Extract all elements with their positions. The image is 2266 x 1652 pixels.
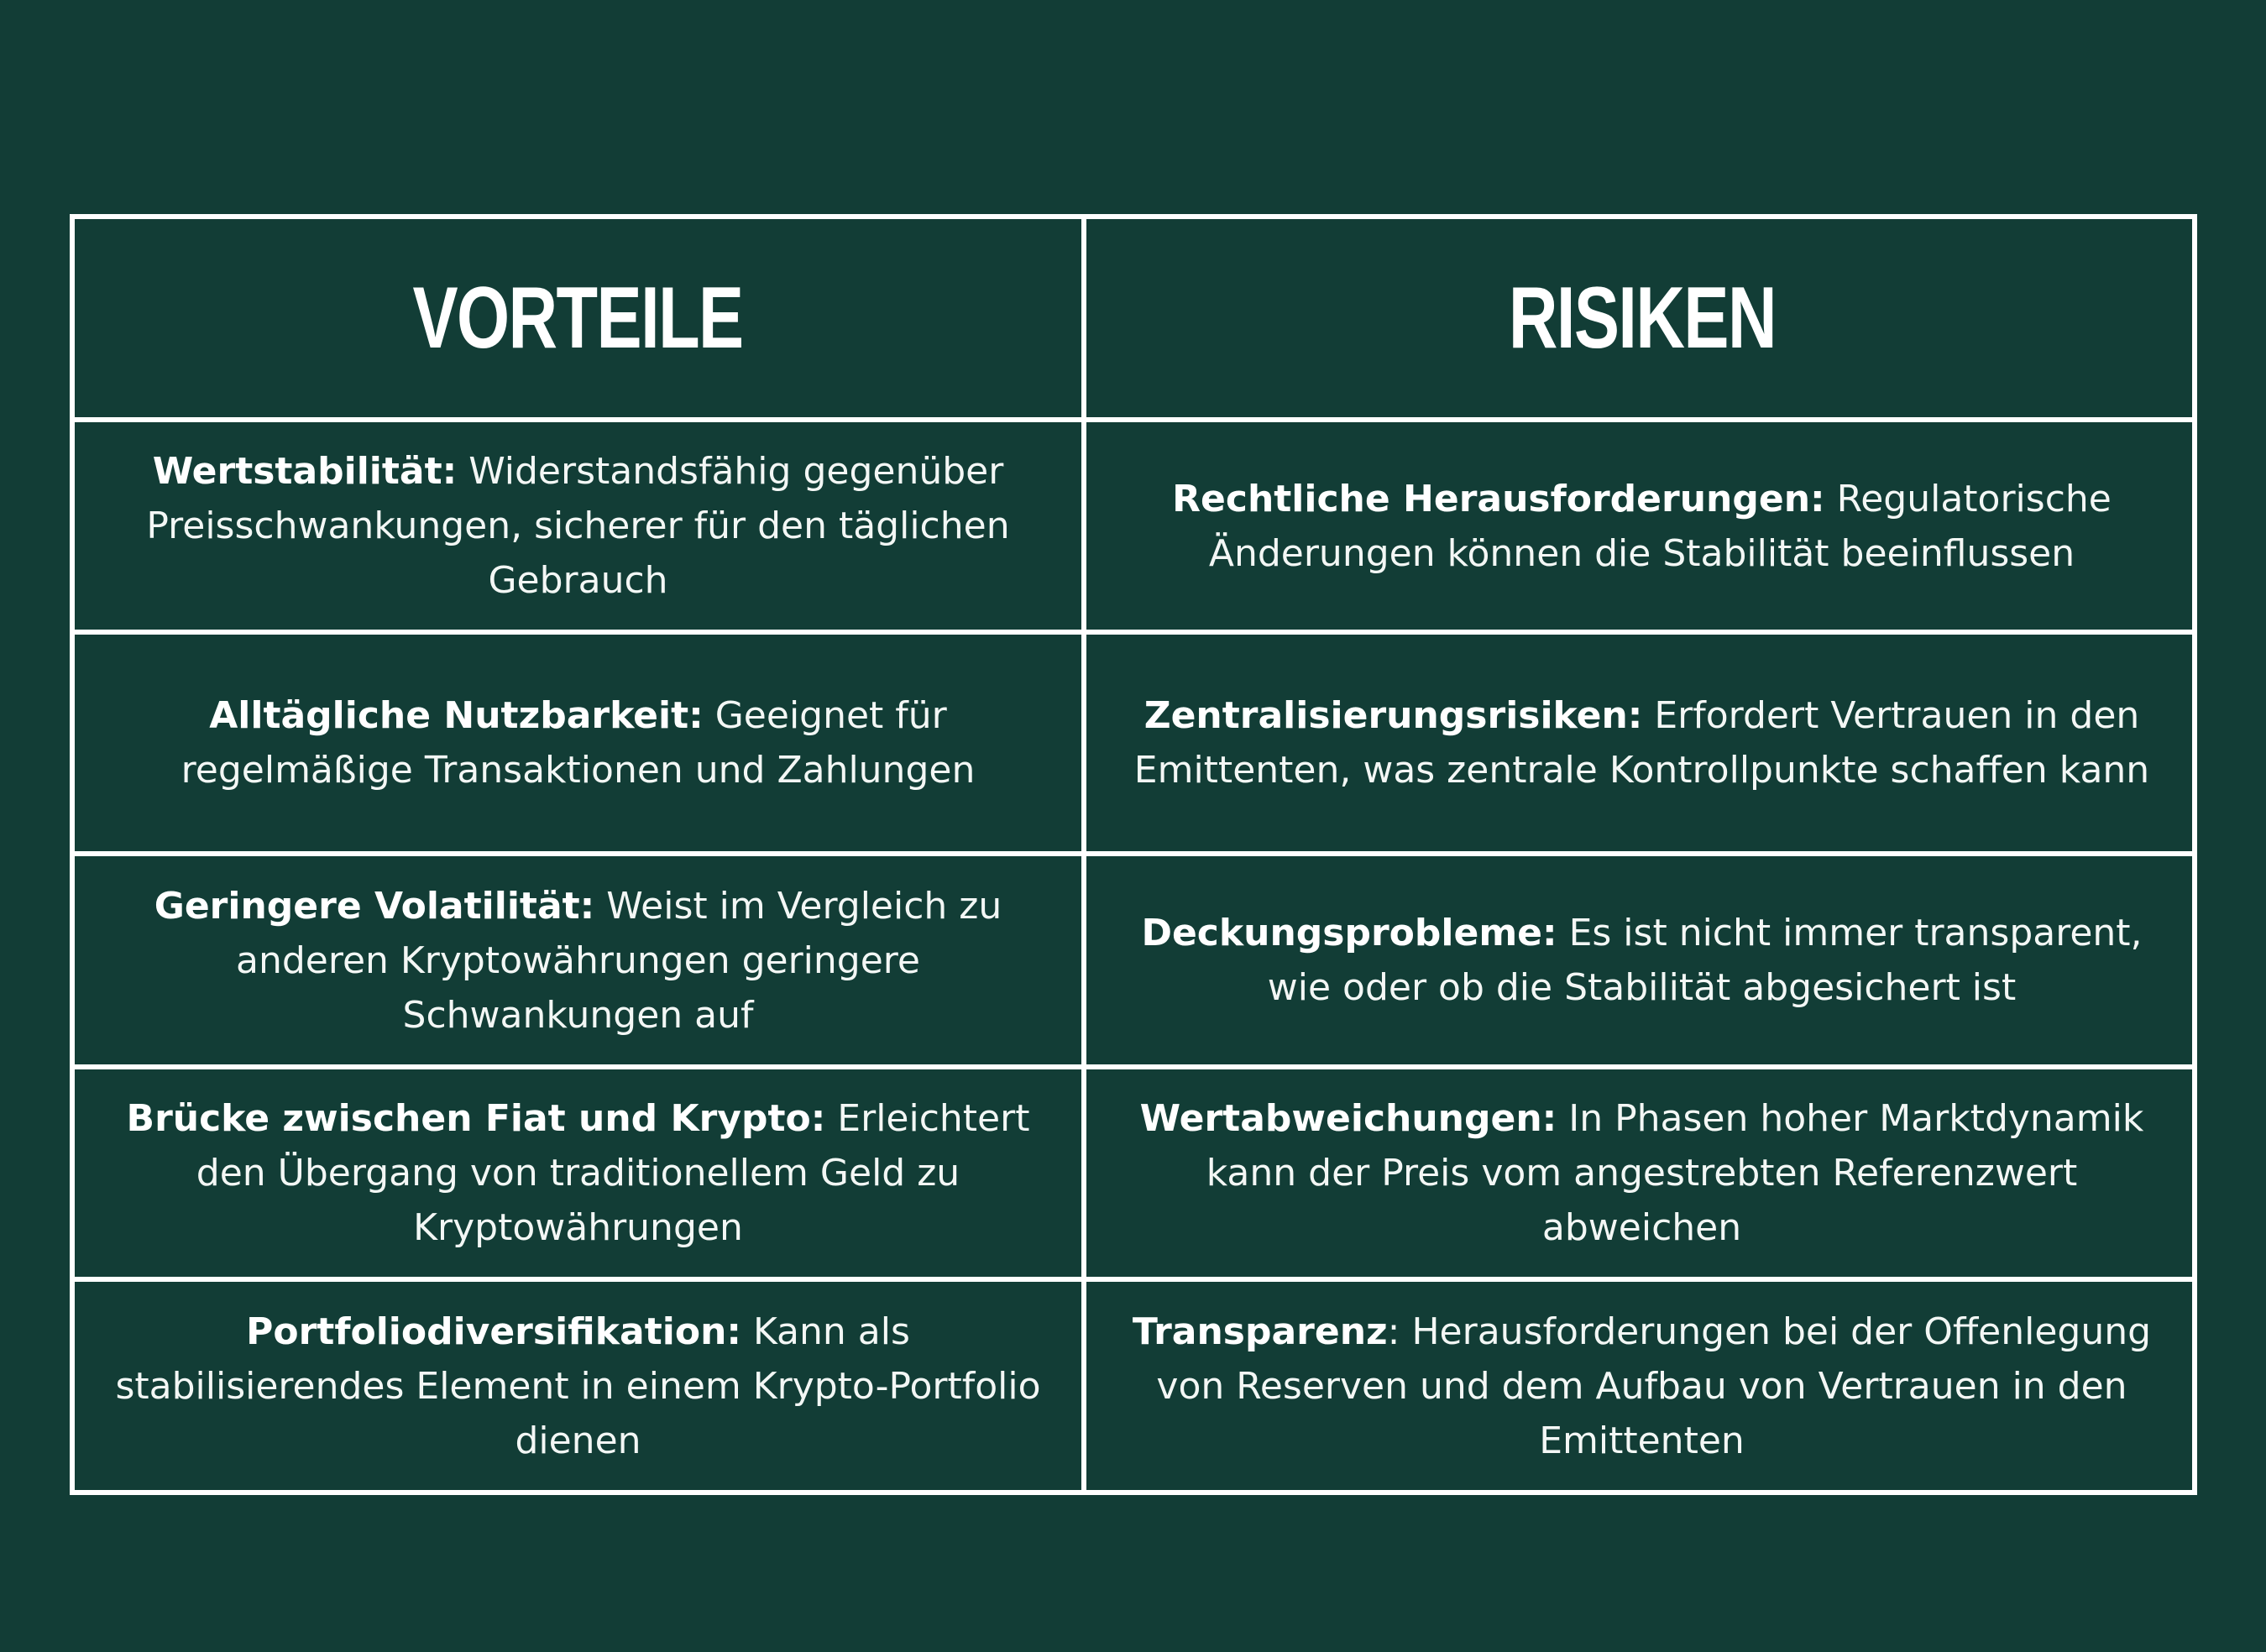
risiko-text-2 [1120,688,2164,797]
vorteil-description-1: Widerstandsfähig gegenüber Preisschwankungen, sicherer für den täglichen Gebrauch [146,450,1010,602]
table-cell-vorteil-5 [75,1282,1086,1490]
table-cell-risiko-5 [1086,1282,2197,1490]
vorteil-term-5: Portfoliodiversifikation: [246,1310,741,1353]
vorteil-text-3 [108,879,1048,1043]
comparison-table [70,214,2197,1495]
vorteil-text-2 [108,688,1048,797]
vorteil-description-4: Erleichtert den Übergang von traditionellem Geld zu Kryptowährungen [196,1097,1030,1249]
risiko-description-3: Es ist nicht immer transparent, wie oder ob die Stabilität abgesichert ist [1267,912,2143,1009]
risiko-text-4 [1120,1091,2164,1255]
header-vorteile: VORTEILE [412,269,744,367]
risiko-term-3: Deckungsprobleme: [1141,912,1557,954]
vorteil-term-1: Wertstabilität: [152,450,458,493]
vorteil-text-4 [108,1091,1048,1255]
table-cell-vorteil-3 [75,856,1086,1069]
risiko-term-2: Zentralisierungsrisiken: [1143,694,1643,737]
risiko-text-5 [1120,1304,2164,1468]
risiko-description-2: Erfordert Vertrauen in den Emittenten, was zentrale Kontrollpunkte schaffen kann [1133,694,2150,792]
table-cell-risiko-1 [1086,422,2197,635]
risiko-term-4: Wertabweichungen: [1139,1097,1557,1140]
risiko-text-3 [1120,906,2164,1015]
table-cell-vorteil-2 [75,635,1086,856]
vorteil-description-3: Weist im Vergleich zu anderen Kryptowährungen geringere Schwankungen auf [236,884,1002,1037]
header-cell-risiken [1086,219,2197,422]
vorteil-term-2: Alltägliche Nutzbarkeit: [209,694,704,737]
table-cell-risiko-2 [1086,635,2197,856]
table-cell-vorteil-1 [75,422,1086,635]
risiko-text-1 [1120,472,2164,581]
vorteil-term-3: Geringere Volatilität: [154,884,595,928]
header-risiken: RISIKEN [1508,269,1776,367]
header-cell-vorteile [75,219,1086,422]
risiko-term-5: Transparenz [1132,1310,1388,1353]
table-cell-risiko-3 [1086,856,2197,1069]
table-cell-risiko-4 [1086,1069,2197,1282]
risiko-description-4: In Phasen hoher Marktdynamik kann der Preis vom angestrebten Referenzwert abweichen [1206,1097,2144,1249]
vorteil-text-1 [108,444,1048,608]
risiko-description-1: Regulatorische Änderungen können die Stabilität beeinflussen [1208,477,2112,575]
vorteil-term-4: Brücke zwischen Fiat und Krypto: [126,1097,826,1140]
risiko-term-1: Rechtliche Herausforderungen: [1172,477,1825,520]
risiko-description-5: : Herausforderungen bei der Offenlegung von Reserven und dem Aufbau von Vertrauen in den Emittenten [1156,1310,2152,1462]
vorteil-description-2: Geeignet für regelmäßige Transaktionen und Zahlungen [181,694,976,792]
vorteil-description-5: Kann als stabilisierendes Element in einem Krypto-Portfolio dienen [115,1310,1041,1462]
vorteil-text-5 [108,1304,1048,1468]
table-cell-vorteil-4 [75,1069,1086,1282]
